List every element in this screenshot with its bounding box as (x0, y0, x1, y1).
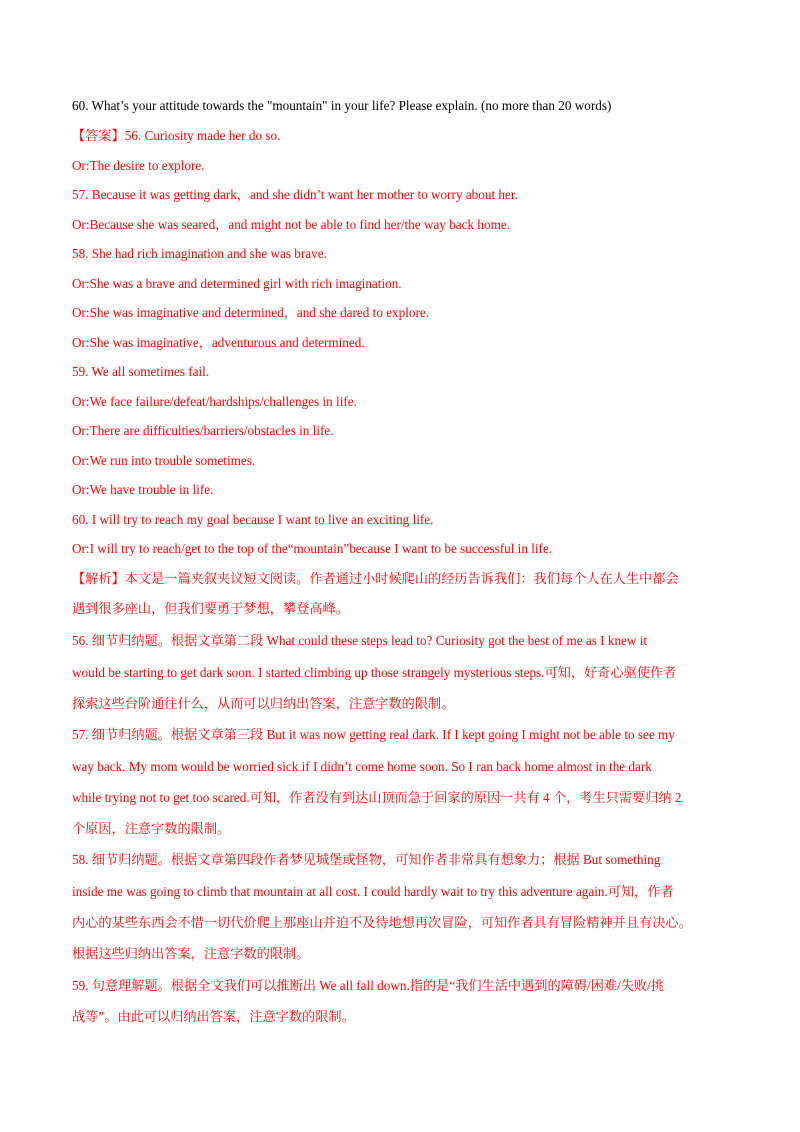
answer-line: Or:She was imaginative，adventurous and determined. (72, 335, 365, 350)
answer-line: Or:Because she was seared，and might not be able to find her/the way back home. (72, 217, 510, 232)
analysis-line: 根据这些归纳出答案，注意字数的限制。 (72, 946, 310, 961)
answer-line: Or:She was imaginative and determined，and she dared to explore. (72, 305, 430, 320)
answer-line: Or:The desire to explore. (72, 158, 205, 173)
analysis-line: while trying not to get too scared.可知，作者没有到达山顶而急于回家的原因一共有 4 个，考生只需要归纳 2 (72, 790, 682, 805)
analysis-line: 战等”。由此可以归纳出答案，注意字数的限制。 (72, 1009, 355, 1024)
analysis-line: inside me was going to climb that mountain at all cost. I could hardly wait to try this adventure again.可知，作者 (72, 884, 674, 899)
analysis-line: 58. 细节归纳题。根据文章第四段作者梦见城堡或怪物，可知作者非常具有想象力；根据 But something (72, 852, 661, 867)
question-60: 60. What’s your attitude towards the "mountain" in your life? Please explain. (no more than 20 words) (72, 98, 612, 113)
answer-line: Or:There are difficulties/barriers/obstacles in life. (72, 423, 334, 438)
analysis-line: 57. 细节归纳题。根据文章第三段 But it was now getting real dark. If I kept going I might not be able to see my (72, 727, 675, 742)
analysis-line: way back. My mom would be worried sick if I didn’t come home soon. So I ran back home almost in the dark (72, 759, 652, 774)
analysis-line: 【解析】本文是一篇夹叙夹议短文阅读。作者通过小时候爬山的经历告诉我们：我们每个人在人生中都会 (72, 571, 679, 586)
answer-line: 57. Because it was getting dark，and she didn’t want her mother to worry about her. (72, 187, 518, 202)
answer-line: 【答案】56. Curiosity made her do so. (72, 128, 281, 143)
analysis-line: would be starting to get dark soon. I started climbing up those strangely mysterious steps.可知，好奇心驱使作者 (72, 665, 677, 680)
answer-line: Or:We have trouble in life. (72, 482, 214, 497)
analysis-line: 内心的某些东西会不惜一切代价爬上那座山并迫不及待地想再次冒险，可知作者具有冒险精神并且有决心。 (72, 915, 692, 930)
answer-line: Or:She was a brave and determined girl with rich imagination. (72, 276, 402, 291)
answer-line: Or:We face failure/defeat/hardships/challenges in life. (72, 394, 357, 409)
answer-line: 59. We all sometimes fail. (72, 364, 210, 379)
analysis-line: 59. 句意理解题。根据全文我们可以推断出 We all fall down.指的是“我们生活中遇到的障碍/困难/失败/挑 (72, 978, 664, 993)
answer-line: Or:We run into trouble sometimes. (72, 453, 256, 468)
analysis-line: 探索这些台阶通往什么，从而可以归纳出答案，注意字数的限制。 (72, 696, 455, 711)
analysis-line: 个原因，注意字数的限制。 (72, 821, 231, 836)
answer-line: 58. She had rich imagination and she was brave. (72, 246, 327, 261)
answer-line: 60. I will try to reach my goal because I want to live an exciting life. (72, 512, 434, 527)
answer-line: Or:I will try to reach/get to the top of the“mountain”because I want to be successful in life. (72, 541, 553, 556)
analysis-line: 56. 细节归纳题。根据文章第二段 What could these steps lead to? Curiosity got the best of me as I knew it (72, 633, 648, 648)
analysis-line: 遇到很多座山，但我们要勇于梦想，攀登高峰。 (72, 601, 349, 616)
